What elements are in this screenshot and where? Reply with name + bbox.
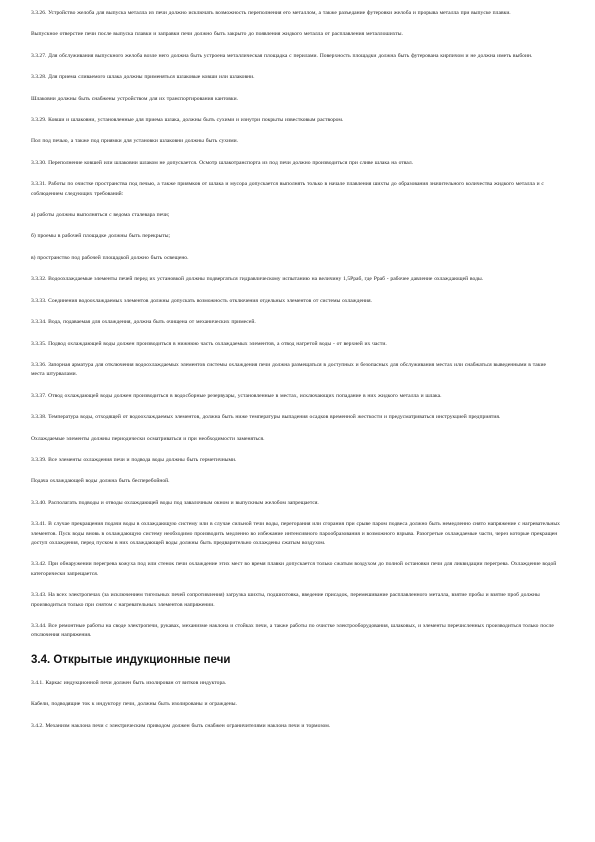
paragraph: 3.3.36. Запорная арматура для отключения водоохлаждаемых элементов системы охлаждения печи должна размещаться в доступных и безопасных для обслуживания местах или снабжаться выведенными в такие места штурвалами. <box>31 361 546 378</box>
paragraph: 3.3.33. Соединения водоохлаждаемых элементов должны допускать возможность отключения отдельных элементов от системы охлаждения. <box>31 297 372 304</box>
paragraph: а) работы должны выполняться с ведома сталевара печи; <box>31 212 170 219</box>
paragraph: 3.3.41. В случае прекращения подачи воды в охлаждающую систему или в случае сильной течи воды, перегорания или сгорания при срыве паром подвеса должно быть немедленно снято напряжение с нагревательных элементов. Пуск воды вновь в охлаждающую систему необходимо производить медленно во избежание интенсивного парообразования и возможного взрыва. Разогретые охлаждаемые части, через которые прекращен доступ охлаждения, перед пуском в них охлаждающей воды должны быть предварительно охлаждены сжатым воздухом. <box>31 521 560 546</box>
paragraph: Охлаждаемые элементы должны периодически осматриваться и при необходимости заменяться. <box>31 435 265 442</box>
paragraph: 3.3.35. Подвод охлаждающей воды должен производиться в нижнюю часть охлаждаемых элементов, а отвод нагретой воды - от верхней их части. <box>31 340 387 347</box>
paragraph: 3.3.29. Ковши и шлаковни, установленные для приема шлака, должны быть сухими и изнутри покрыты известковым раствором. <box>31 117 344 124</box>
paragraph: Подача охлаждающей воды должна быть бесперебойной. <box>31 478 170 485</box>
paragraph: 3.3.37. Отвод охлаждающей воды должен производиться в водосборные резервуары, установленные в местах, исключающих попадание в них жидкого металла и шлака. <box>31 392 442 399</box>
paragraph: 3.4.2. Механизм наклона печи с электрическим приводом должен быть снабжен ограничителями наклона печи и тормозом. <box>31 722 331 729</box>
section-heading: 3.4. Открытые индукционные печи <box>31 653 231 666</box>
paragraph: 3.3.32. Водоохлаждаемые элементы печей перед их установкой должны подвергаться гидравлическому испытанию на величину 1,5Рраб, где Рраб - рабочее давление охлаждающей воды. <box>31 276 484 283</box>
paragraph: 3.3.44. Все ремонтные работы на своде электропечи, рукавах, механизме наклона и стойках печи, а также работы по очистке электрооборудования, шлаковых, и элементы перечисленных производиться только после отключения напряжения. <box>31 623 554 639</box>
paragraph: 3.3.30. Переполнение ковшей или шлаковни шлаком не допускается. Осмотр шлакотранспорта из под печи должно производиться при сливе шлака на отвал. <box>31 159 414 166</box>
paragraph: 3.3.43. На всех электропечах (за исключением тигельных печей сопротивления) загрузка шихты, подшихтовка, введение присадок, перемешивание расплавленного металла, взятие пробы и взятие проб должны производиться только при снятом с нагревательных элементов напряжении. <box>31 592 540 608</box>
document-body-bottom <box>31 679 561 731</box>
paragraph: Шлаковни должны быть снабжены устройством для их транспортирования кантовки. <box>31 95 239 102</box>
paragraph: в) пространство под рабочей площадкой должно быть освещено. <box>31 254 189 261</box>
paragraph: 3.4.1. Каркас индукционной печи должен быть изолирован от витков индуктора. <box>31 679 227 686</box>
paragraph: 3.3.42. При обнаружении перегрева кожуха под или стенок печи охлаждение этих мест во время плавки допускается только сжатым воздухом до полной остановки печи для ликвидации перегрева. Охлаждение водой категорически запрещается. <box>31 561 557 577</box>
paragraph: 3.3.26. Устройство желоба для выпуска металла из печи должно исключать возможность переполнения его металлом, а также разъедание футеровки желоба и прорыва металла при выпуске плавки. <box>31 10 511 16</box>
paragraph: 3.3.39. Все элементы охлаждения печи и подвода воды должны быть герметичными. <box>31 456 237 463</box>
paragraph: 3.3.31. Работы по очистке пространства под печью, а также приямков от шлака и мусора допускается выполнять только в начале плавления шихты до образования значительного количества жидкого металла и с соблюдением следующих требований: <box>31 181 544 197</box>
paragraph: 3.3.27. Для обслуживания выпускного желоба возле него должна быть устроена металлическая площадка с перилами. Поверхность площадки должна быть футерована кирпичом и не должна иметь выбоин. <box>31 52 533 59</box>
paragraph: 3.3.38. Температура воды, отходящей от водоохлаждаемых элементов, должна быть ниже температуры выпадения осадков временной жесткости и предусматриваться инструкцией предприятия. <box>31 414 501 421</box>
paragraph: Пол под печью, а также под приямки для установки шлаковни должны быть сухими. <box>31 138 239 145</box>
paragraph: Кабели, подводящие ток к индуктору печи, должны быть изолированы и ограждены. <box>31 701 237 708</box>
paragraph: Выпускное отверстие печи после выпуска плавки и заправки печи должно быть закрыто до появления жидкого металла от расплавления металлошихты. <box>31 31 403 38</box>
document-body-top <box>31 9 561 641</box>
paragraph: 3.3.34. Вода, подаваемая для охлаждения, должна быть очищена от механических примесей. <box>31 319 256 326</box>
paragraph: 3.3.28. Для приема сливаемого шлака должны применяться шлаковые ковши или шлаковни. <box>31 74 255 81</box>
paragraph: б) проемы в рабочей площадке должны быть перекрыты; <box>31 233 171 240</box>
paragraph: 3.3.40. Располагать подводы и отводы охлаждающей воды под завалочным окном и выпускным желобом запрещается. <box>31 499 319 506</box>
